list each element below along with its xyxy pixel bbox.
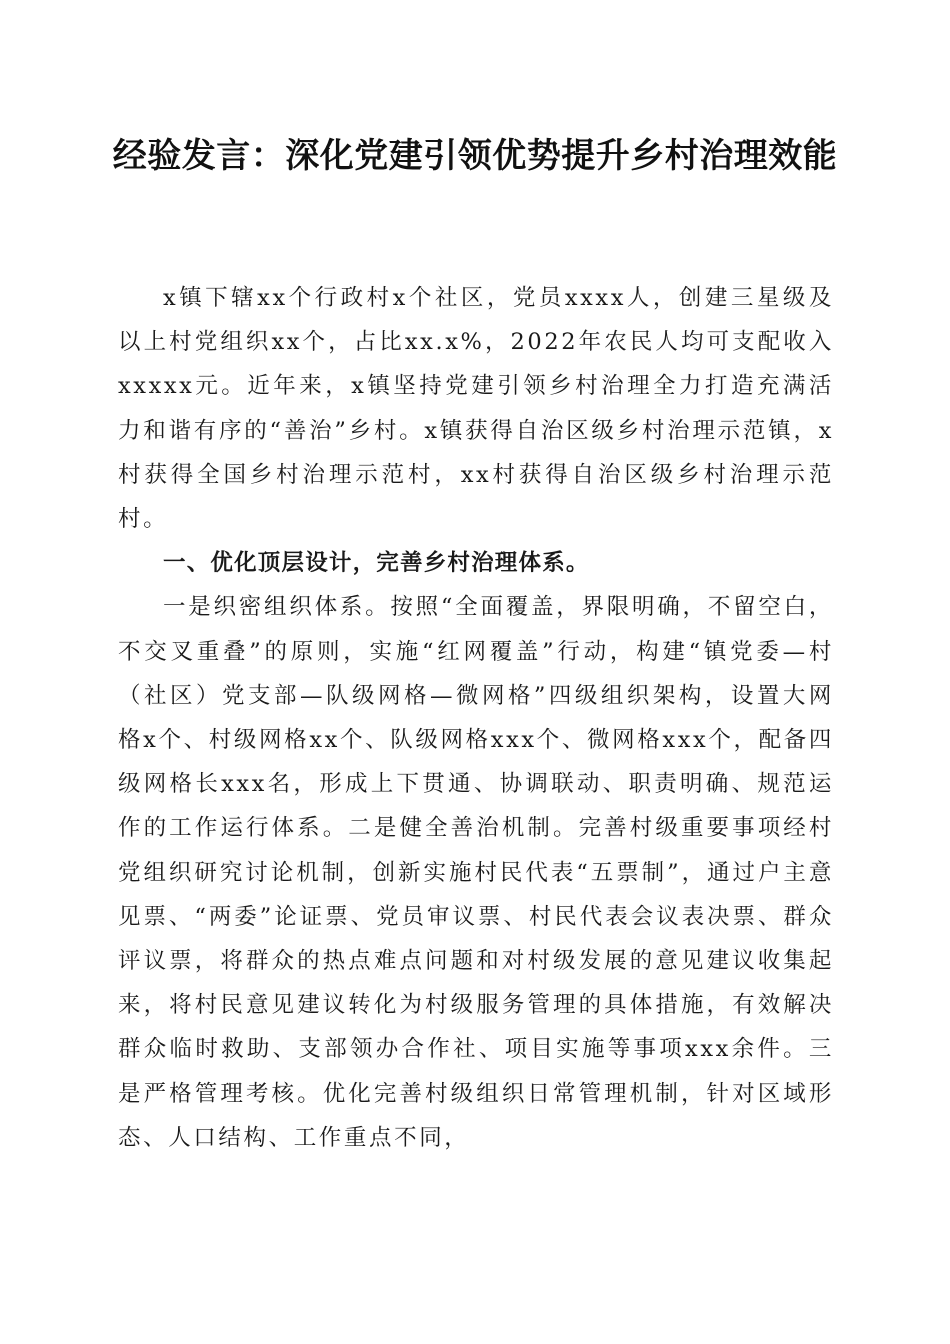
section-paragraph: 一是织密组织体系。按照“全面覆盖，界限明确，不留空白，不交叉重叠”的原则，实施“红网覆盖”行动，构建“镇党委—村（社区）党支部—队级网格—微网格”四级组织架构，设置大网格x个、村级网格xx个、队级网格xxx个、微网格xxx个，配备四级网格长xxx名，形成上下贯通、协调联动、职责明确、规范运作的工作运行体系。二是健全善治机制。完善村级重要事项经村党组织研究讨论机制，创新实施村民代表“五票制”，通过户主意见票、“两委”论证票、党员审议票、村民代表会议表决票、群众评议票，将群众的热点难点问题和对村级发展的意见建议收集起来，将村民意见建议转化为村级服务管理的具体措施，有效解决群众临时救助、支部领办合作社、项目实施等事项xxx余件。三是严格管理考核。优化完善村级组织日常管理机制，针对区域形态、人口结构、工作重点不同，: [118, 594, 834, 1151]
document-body: [118, 276, 834, 1160]
section-heading: 一、优化顶层设计，完善乡村治理体系。: [163, 550, 590, 577]
intro-paragraph: x镇下辖xx个行政村x个社区，党员xxxx人，创建三星级及以上村党组织xx个，占比xx.x%，2022年农民人均可支配收入xxxxx元。近年来，x镇坚持党建引领乡村治理全力打造充满活力和谐有序的“善治”乡村。x镇获得自治区级乡村治理示范镇，x村获得全国乡村治理示范村，xx村获得自治区级乡村治理示范村。: [118, 285, 834, 533]
document-title: 经验发言：深化党建引领优势提升乡村治理效能: [112, 136, 838, 176]
